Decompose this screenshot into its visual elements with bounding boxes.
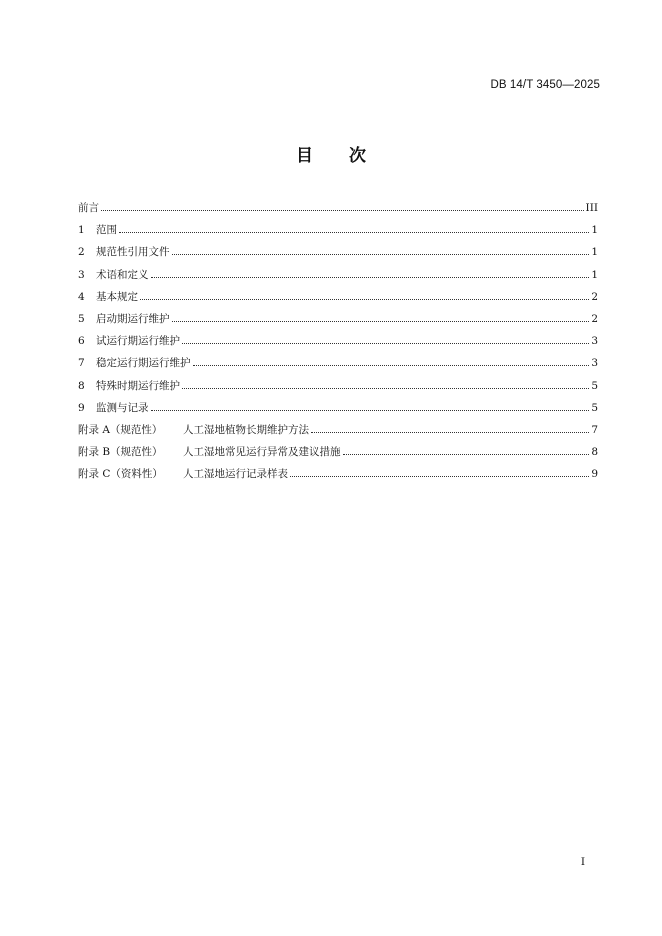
toc-entry-page: 9 (591, 468, 598, 481)
toc-entry-appendix-label: 附录 C（资料性） (78, 468, 163, 481)
toc-entry[interactable] (78, 467, 598, 489)
toc-entry[interactable] (78, 201, 598, 223)
toc-entry-number: 6 (78, 335, 85, 348)
toc-entry-number: 9 (78, 401, 85, 414)
toc-entry-page: 5 (591, 379, 598, 392)
toc-entry-page: 5 (591, 401, 598, 414)
toc-entry-title: 范围 (96, 224, 117, 237)
page-title (0, 141, 662, 166)
toc-entry-title: 人工湿地运行记录样表 (183, 468, 288, 481)
table-of-contents (78, 201, 598, 489)
toc-leader-dots (151, 277, 590, 278)
toc-entry-title: 启动期运行维护 (96, 312, 170, 325)
toc-entry[interactable] (78, 312, 598, 334)
toc-entry-appendix-label: 附录 A（规范性） (78, 423, 163, 436)
toc-leader-dots (119, 232, 589, 233)
toc-entry-page: 1 (591, 224, 598, 237)
toc-entry-appendix-label: 附录 B（规范性） (78, 446, 163, 459)
toc-entry-title: 人工湿地植物长期维护方法 (183, 423, 309, 436)
toc-leader-dots (172, 321, 590, 322)
toc-entry-page: III (585, 202, 598, 214)
toc-entry[interactable] (78, 445, 598, 467)
toc-entry[interactable] (78, 401, 598, 423)
toc-entry[interactable] (78, 290, 598, 312)
toc-leader-dots (182, 388, 589, 389)
toc-entry-title: 试运行期运行维护 (96, 335, 180, 348)
toc-entry[interactable] (78, 223, 598, 245)
toc-entry-title: 基本规定 (96, 290, 138, 303)
toc-entry-title: 人工湿地常见运行异常及建议措施 (183, 446, 341, 459)
toc-entry-number: 4 (78, 290, 85, 303)
toc-leader-dots (193, 365, 590, 366)
toc-entry-number: 5 (78, 312, 85, 325)
toc-entry[interactable] (78, 356, 598, 378)
toc-entry-number: 8 (78, 379, 85, 392)
toc-entry[interactable] (78, 268, 598, 290)
toc-entry-page: 3 (591, 335, 598, 348)
toc-leader-dots (290, 476, 589, 477)
toc-entry-title: 监测与记录 (96, 401, 149, 414)
toc-entry-title: 术语和定义 (96, 268, 149, 281)
toc-entry[interactable] (78, 245, 598, 267)
toc-entry[interactable] (78, 423, 598, 445)
toc-entry-number: 1 (78, 224, 85, 237)
toc-entry-number: 2 (78, 246, 85, 259)
toc-entry-title: 稳定运行期运行维护 (96, 357, 191, 370)
toc-entry-title: 特殊时期运行维护 (96, 379, 180, 392)
toc-entry[interactable] (78, 334, 598, 356)
footer-page-number: I (580, 856, 585, 868)
toc-entry-page: 7 (591, 423, 598, 436)
toc-entry-title: 前言 (78, 202, 99, 214)
toc-leader-dots (101, 210, 584, 211)
toc-entry-title: 规范性引用文件 (96, 246, 170, 259)
toc-leader-dots (140, 299, 589, 300)
toc-leader-dots (172, 254, 590, 255)
toc-entry-number: 7 (78, 357, 85, 370)
toc-entry-page: 2 (591, 290, 598, 303)
toc-entry-page: 2 (591, 312, 598, 325)
toc-entry-page: 1 (591, 268, 598, 281)
standard-number: DB 14/T 3450—2025 (490, 79, 600, 91)
toc-leader-dots (343, 454, 590, 455)
toc-leader-dots (151, 410, 590, 411)
toc-entry-page: 8 (591, 446, 598, 459)
toc-entry-page: 1 (591, 246, 598, 259)
title-char-1: 目 (296, 146, 313, 166)
toc-leader-dots (311, 432, 589, 433)
title-char-2: 次 (349, 146, 366, 166)
toc-leader-dots (182, 343, 589, 344)
toc-entry-number: 3 (78, 268, 85, 281)
toc-entry[interactable] (78, 379, 598, 401)
toc-entry-page: 3 (591, 357, 598, 370)
